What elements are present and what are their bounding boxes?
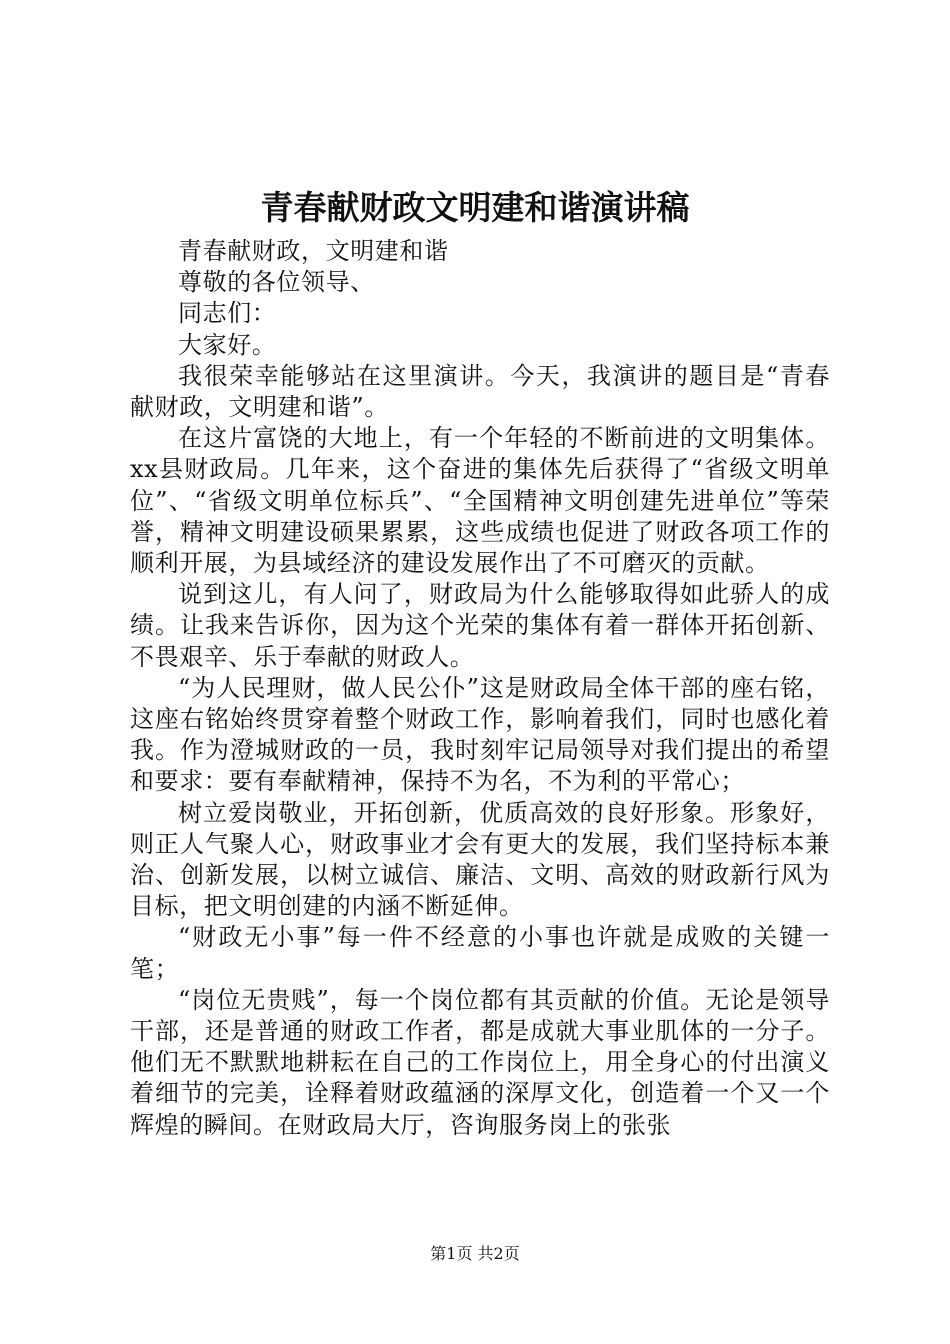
paragraph: “岗位无贵贱”，每一个岗位都有其贡献的价值。无论是领导干部，还是普通的财政工作者，都是成就大事业肌体的一分子。他们无不默默地耕耘在自己的工作岗位上，用全身心的付出演义着细节的完美，诠释着财政蕴涵的深厚文化，创造着一个又一个辉煌的瞬间。在财政局大厅，咨询服务岗上的张张 bbox=[130, 985, 830, 1139]
paragraph: 大家好。 bbox=[178, 330, 277, 359]
paragraph: “财政无小事”每一件不经意的小事也许就是成败的关键一笔； bbox=[130, 923, 830, 983]
paragraph: 同志们： bbox=[178, 299, 277, 328]
document-title: 青春献财政文明建和谐演讲稿 bbox=[260, 188, 690, 227]
paragraph: “为人民理财，做人民公仆”这是财政局全体干部的座右铭，这座右铭始终贯穿着整个财政工作，影响着我们，同时也感化着我。作为澄城财政的一员，我时刻牢记局领导对我们提出的希望和要求：要有奉献精神，保持不为名，不为利的平常心； bbox=[130, 673, 830, 796]
paragraph: 树立爱岗敬业，开拓创新，优质高效的良好形象。形象好，则正人气聚人心，财政事业才会有更大的发展，我们坚持标本兼治、创新发展，以树立诚信、廉洁、文明、高效的财政新行风为目标，把文明创建的内涵不断延伸。 bbox=[130, 798, 830, 921]
page-footer: 第1页 共2页 bbox=[430, 1244, 520, 1263]
paragraph: 在这片富饶的大地上，有一个年轻的不断前进的文明集体。xx县财政局。几年来，这个奋进的集体先后获得了“省级文明单位”、“省级文明单位标兵”、“全国精神文明创建先进单位”等荣誉，精神文明建设硕果累累，这些成绩也促进了财政各项工作的顺利开展，为县域经济的建设发展作出了不可磨灭的贡献。 bbox=[130, 424, 830, 578]
paragraph: 说到这儿，有人问了，财政局为什么能够取得如此骄人的成绩。让我来告诉你，因为这个光荣的集体有着一群体开拓创新、不畏艰辛、乐于奉献的财政人。 bbox=[130, 580, 830, 671]
paragraph: 尊敬的各位领导、 bbox=[178, 268, 375, 297]
paragraph: 我很荣幸能够站在这里演讲。今天，我演讲的题目是“青春献财政，文明建和谐”。 bbox=[130, 361, 830, 422]
document-body bbox=[130, 236, 830, 1141]
paragraph: 青春献财政，文明建和谐 bbox=[178, 237, 449, 265]
